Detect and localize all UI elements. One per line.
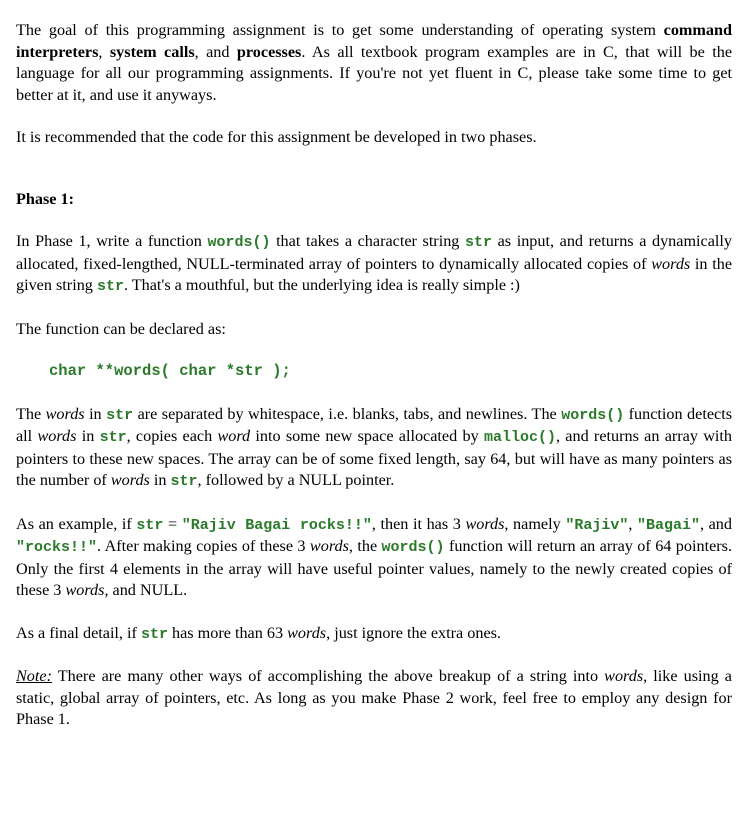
intro-text-4: . As all textbook program examples are in C, that will be the language for all our programming assignments. If you're not yet fluent in C, please take some time to get better at it, and use it anyways. <box>16 42 733 104</box>
intro-paragraph <box>16 20 732 106</box>
code-str: str <box>140 625 168 643</box>
text: into some new space allocated by <box>250 427 484 445</box>
term-processes: processes <box>236 42 302 61</box>
words-explanation <box>16 404 732 493</box>
code-example-string: "Rajiv Bagai rocks!!" <box>181 516 372 534</box>
example-paragraph <box>16 514 732 602</box>
code-str: str <box>465 234 493 251</box>
term-command-interpreters: command interpreters <box>16 21 732 61</box>
text: are separated by whitespace, i.e. blanks, tabs, and newlines. The <box>133 404 562 423</box>
text: , just ignore the extra ones. <box>326 623 501 642</box>
emphasis-words: words <box>110 471 150 489</box>
text: , and <box>699 514 732 533</box>
text: . After making copies of these 3 <box>97 537 310 555</box>
function-declaration: char **words( char *str ); <box>49 362 291 380</box>
phase1-heading: Phase 1: <box>16 189 74 208</box>
text: As an example, if <box>16 514 137 533</box>
intro-text-3: , and <box>194 42 237 61</box>
text: function will return an array of 64 pointers. Only the first 4 elements in the array will have useful pointer values, namely to the newly created copies of these 3 <box>16 537 732 599</box>
note-paragraph <box>16 666 732 731</box>
text: , the <box>348 537 382 555</box>
code-words-fn: words() <box>381 539 445 556</box>
code-str: str <box>96 278 124 295</box>
text: , and NULL. <box>104 581 188 599</box>
text: = <box>163 514 182 533</box>
emphasis-words: words <box>287 623 327 642</box>
text: in <box>149 471 171 489</box>
code-str: str <box>99 429 127 446</box>
term-system-calls: system calls <box>109 42 195 61</box>
intro-text-1: The goal of this programming assignment is to get some understanding of operating system <box>16 21 664 39</box>
emphasis-words: words <box>65 581 105 599</box>
text: . That's a mouthful, but the underlying idea is really simple :) <box>123 276 520 294</box>
text: in <box>76 427 100 445</box>
emphasis-words: words <box>309 537 349 555</box>
declared-intro: The function can be declared as: <box>16 319 226 338</box>
emphasis-words: words <box>604 667 644 685</box>
text: There are many other ways of accomplishing the above breakup of a string into <box>51 667 605 685</box>
text: that takes a character string <box>270 232 465 250</box>
emphasis-words: words <box>37 427 77 445</box>
text: , namely <box>504 514 566 533</box>
code-rajiv: "Rajiv" <box>565 516 629 534</box>
text: , followed by a NULL pointer. <box>197 471 395 489</box>
text: , then it has 3 <box>371 514 466 533</box>
text: , and returns an array with pointers to these new spaces. The array can be of some fixed length, say 64, but will have as many pointers as the number of <box>16 427 733 489</box>
code-bagai: "Bagai" <box>636 516 700 534</box>
text: function detects all <box>16 404 732 445</box>
code-str: str <box>106 406 134 424</box>
code-str: str <box>136 516 164 534</box>
recommend-paragraph: It is recommended that the code for this assignment be developed in two phases. <box>16 128 537 146</box>
emphasis-word: word <box>217 427 251 445</box>
text: , like using a static, global array of pointers, etc. As long as you make Phase 2 work, feel free to employ any design for Phase 1. <box>16 667 732 728</box>
text: , copies each <box>126 427 218 445</box>
text: in <box>84 404 107 423</box>
code-str: str <box>170 473 198 490</box>
code-malloc: malloc() <box>483 429 556 446</box>
phase1-description <box>16 231 732 298</box>
intro-text-2: , <box>98 42 110 61</box>
emphasis-words: words <box>465 514 505 533</box>
text: as input, and returns a dynamically allocated, fixed-lengthed, NULL-terminated array of pointers to dynamically allocated copies of <box>16 232 732 273</box>
code-rocks: "rocks!!" <box>16 539 98 556</box>
emphasis-words: words <box>651 254 691 273</box>
text: in the given string <box>16 254 733 294</box>
assignment-document <box>16 20 732 752</box>
code-words-fn: words() <box>561 406 625 424</box>
note-label: Note: <box>16 667 52 685</box>
emphasis-words: words <box>45 404 85 423</box>
final-detail-paragraph <box>16 623 732 646</box>
text: , <box>628 514 637 533</box>
text: has more than 63 <box>167 623 288 642</box>
code-words-fn: words() <box>207 234 271 251</box>
text: As a final detail, if <box>16 623 141 642</box>
text: In Phase 1, write a function <box>16 232 208 250</box>
text: The <box>16 404 46 423</box>
